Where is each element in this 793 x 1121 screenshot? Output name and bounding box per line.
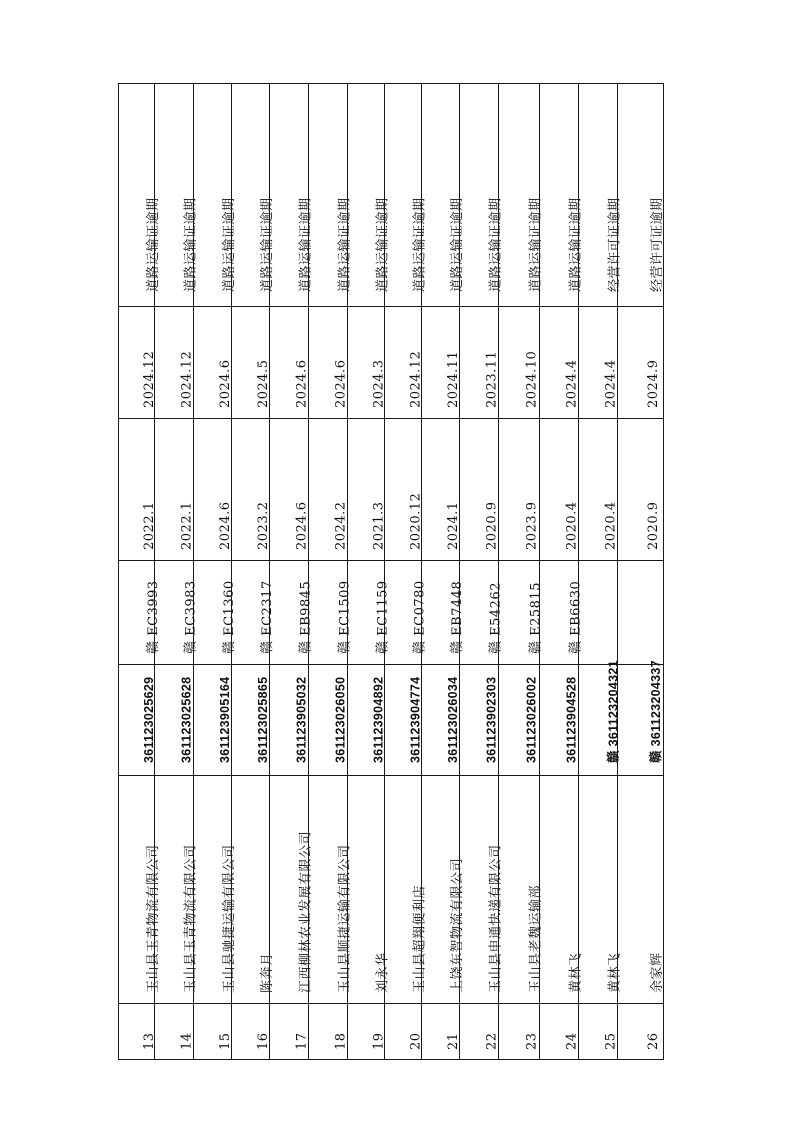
cell-reason bbox=[539, 83, 584, 306]
record-end: 2024.3 bbox=[371, 359, 387, 408]
record-reason: 经营许可证逾期 bbox=[649, 197, 665, 292]
cell-name bbox=[193, 775, 237, 1003]
cell-no bbox=[498, 1003, 539, 1060]
cell-code bbox=[154, 664, 193, 775]
cell-reason bbox=[118, 83, 161, 306]
record-plate: 赣 EB9845 bbox=[298, 580, 314, 654]
cell-end bbox=[617, 306, 663, 418]
cell-start bbox=[539, 418, 578, 560]
cell-code bbox=[384, 664, 421, 775]
cell-plate bbox=[578, 560, 617, 664]
record-plate: 赣 EC1159 bbox=[375, 580, 391, 654]
cell-reason bbox=[154, 83, 199, 306]
record-name: 刘永华 bbox=[375, 952, 391, 993]
cell-name bbox=[498, 775, 544, 1003]
record-plate: 赣 E25815 bbox=[528, 582, 544, 654]
cell-name bbox=[308, 775, 353, 1003]
cell-plate bbox=[154, 560, 199, 664]
cell-end bbox=[118, 306, 157, 418]
cell-end bbox=[231, 306, 269, 418]
cell-no bbox=[347, 1003, 387, 1060]
cell-name bbox=[384, 775, 428, 1003]
cell-plate bbox=[231, 560, 275, 664]
cell-code bbox=[421, 664, 459, 775]
record-start: 2020.9 bbox=[645, 501, 661, 550]
record-start: 2020.4 bbox=[603, 501, 619, 550]
record-reason: 道路运输证逾期 bbox=[375, 197, 391, 292]
record-start: 2020.12 bbox=[408, 492, 424, 550]
record-reason: 道路运输证逾期 bbox=[183, 197, 199, 292]
cell-end bbox=[459, 306, 498, 418]
record-start: 2023.9 bbox=[524, 501, 540, 550]
overdue-vehicle-table bbox=[118, 83, 663, 1060]
record-code: 361123025865 bbox=[255, 676, 270, 763]
record-end: 2024.6 bbox=[217, 359, 233, 408]
record-code: 赣 361123204321 bbox=[606, 660, 621, 763]
cell-start bbox=[578, 418, 617, 560]
cell-start bbox=[347, 418, 387, 560]
cell-reason bbox=[617, 83, 663, 306]
record-start: 2020.9 bbox=[484, 501, 500, 550]
row-number: 21 bbox=[445, 1032, 461, 1050]
row-number: 16 bbox=[255, 1032, 271, 1050]
cell-no bbox=[154, 1003, 193, 1060]
cell-reason bbox=[231, 83, 275, 306]
row-number: 14 bbox=[179, 1032, 195, 1050]
cell-code bbox=[118, 664, 154, 775]
record-reason: 经营许可证逾期 bbox=[607, 197, 623, 292]
cell-name bbox=[231, 775, 275, 1003]
cell-no bbox=[269, 1003, 308, 1060]
cell-name bbox=[539, 775, 584, 1003]
record-name: 玉山县玉青物流有限公司 bbox=[183, 844, 199, 993]
cell-plate bbox=[539, 560, 584, 664]
cell-start bbox=[269, 418, 308, 560]
record-end: 2023.11 bbox=[484, 350, 500, 408]
record-name: 上饶东智物流有限公司 bbox=[449, 857, 465, 993]
row-number: 17 bbox=[294, 1032, 310, 1050]
cell-end bbox=[578, 306, 617, 418]
row-number: 18 bbox=[333, 1032, 349, 1050]
row-number: 13 bbox=[141, 1032, 157, 1050]
row-number: 15 bbox=[217, 1032, 233, 1050]
cell-no bbox=[617, 1003, 663, 1060]
row-number: 20 bbox=[408, 1032, 424, 1050]
cell-name bbox=[269, 775, 314, 1003]
cell-name bbox=[459, 775, 504, 1003]
cell-end bbox=[154, 306, 193, 418]
cell-no bbox=[421, 1003, 459, 1060]
record-reason: 道路运输证逾期 bbox=[298, 197, 314, 292]
record-end: 2024.4 bbox=[603, 359, 619, 408]
cell-code bbox=[347, 664, 384, 775]
row-number: 19 bbox=[371, 1032, 387, 1050]
cell-no bbox=[193, 1003, 231, 1060]
cell-plate bbox=[617, 560, 663, 664]
record-code: 361123905164 bbox=[217, 676, 232, 763]
record-start: 2020.4 bbox=[564, 501, 580, 550]
record-reason: 道路运输证逾期 bbox=[449, 197, 465, 292]
record-code: 361123026002 bbox=[524, 676, 539, 763]
cell-no bbox=[231, 1003, 269, 1060]
record-name: 玉山县老魏运输部 bbox=[528, 884, 544, 993]
cell-end bbox=[498, 306, 539, 418]
record-end: 2024.4 bbox=[564, 359, 580, 408]
row-number: 22 bbox=[484, 1032, 500, 1050]
cell-reason bbox=[498, 83, 544, 306]
record-code: 361123904892 bbox=[371, 676, 386, 763]
cell-start bbox=[154, 418, 193, 560]
record-end: 2024.5 bbox=[255, 359, 271, 408]
record-name: 黄林飞 bbox=[607, 952, 623, 993]
record-plate: 赣 EC2317 bbox=[259, 580, 275, 654]
cell-reason bbox=[384, 83, 428, 306]
cell-start bbox=[118, 418, 157, 560]
row-number: 25 bbox=[603, 1032, 619, 1050]
record-end: 2024.9 bbox=[645, 359, 661, 408]
record-end: 2024.6 bbox=[333, 359, 349, 408]
record-name: 陈奔月 bbox=[259, 952, 275, 993]
record-plate: 赣 EC3993 bbox=[145, 580, 161, 654]
cell-reason bbox=[578, 83, 623, 306]
record-plate: 赣 EC1509 bbox=[337, 580, 353, 654]
record-code: 361123904528 bbox=[564, 676, 579, 763]
cell-code bbox=[498, 664, 539, 775]
cell-plate bbox=[308, 560, 353, 664]
row-number: 23 bbox=[524, 1032, 540, 1050]
record-plate: 赣 EB6630 bbox=[568, 580, 584, 654]
cell-no bbox=[118, 1003, 157, 1060]
cell-plate bbox=[384, 560, 428, 664]
record-reason: 道路运输证逾期 bbox=[568, 197, 584, 292]
cell-start bbox=[193, 418, 231, 560]
cell-reason bbox=[308, 83, 353, 306]
cell-no bbox=[578, 1003, 617, 1060]
cell-end bbox=[421, 306, 459, 418]
cell-start bbox=[421, 418, 459, 560]
cell-plate bbox=[193, 560, 237, 664]
record-plate: 赣 EC1360 bbox=[221, 580, 237, 654]
cell-end bbox=[193, 306, 231, 418]
record-name: 玉山县超翔便利店 bbox=[412, 884, 428, 993]
cell-plate bbox=[269, 560, 314, 664]
cell-code bbox=[617, 660, 663, 775]
cell-end bbox=[384, 306, 424, 418]
row-number: 26 bbox=[645, 1032, 661, 1050]
cell-no bbox=[539, 1003, 578, 1060]
record-reason: 道路运输证逾期 bbox=[145, 197, 161, 292]
cell-name bbox=[578, 775, 623, 1003]
record-end: 2024.6 bbox=[294, 359, 310, 408]
record-plate: 赣 EB7448 bbox=[449, 580, 465, 654]
record-start: 2022.1 bbox=[141, 501, 157, 550]
cell-reason bbox=[459, 83, 504, 306]
cell-start bbox=[498, 418, 539, 560]
cell-code bbox=[308, 664, 347, 775]
record-end: 2024.12 bbox=[179, 350, 195, 408]
record-reason: 道路运输证逾期 bbox=[528, 197, 544, 292]
cell-plate bbox=[421, 560, 465, 664]
record-start: 2021.3 bbox=[371, 501, 387, 550]
record-plate: 赣 EC3983 bbox=[183, 580, 199, 654]
record-name: 余家辉 bbox=[649, 952, 665, 993]
record-name: 玉山县驰捷运输有限公司 bbox=[221, 844, 237, 993]
cell-code bbox=[459, 664, 498, 775]
cell-name bbox=[617, 775, 663, 1003]
record-name: 黄林飞 bbox=[568, 952, 584, 993]
cell-plate bbox=[118, 560, 161, 664]
record-start: 2022.1 bbox=[179, 501, 195, 550]
record-reason: 道路运输证逾期 bbox=[221, 197, 237, 292]
record-code: 361123025628 bbox=[179, 676, 194, 763]
cell-code bbox=[269, 664, 308, 775]
cell-no bbox=[384, 1003, 424, 1060]
record-code: 361123902303 bbox=[484, 676, 499, 763]
cell-code bbox=[539, 664, 578, 775]
cell-start bbox=[617, 418, 663, 560]
record-start: 2024.6 bbox=[294, 501, 310, 550]
record-code: 361123904774 bbox=[408, 676, 423, 763]
record-start: 2024.6 bbox=[217, 501, 233, 550]
record-plate: 赣 EC0780 bbox=[412, 580, 428, 654]
record-name: 玉山县顺捷运输有限公司 bbox=[337, 844, 353, 993]
cell-end bbox=[269, 306, 308, 418]
cell-reason bbox=[347, 83, 391, 306]
record-code: 361123026050 bbox=[333, 676, 348, 763]
cell-name bbox=[118, 775, 161, 1003]
cell-no bbox=[459, 1003, 498, 1060]
record-code: 361123026034 bbox=[445, 676, 460, 763]
record-start: 2024.1 bbox=[445, 501, 461, 550]
record-code: 361123905032 bbox=[294, 676, 309, 763]
cell-name bbox=[154, 775, 199, 1003]
record-reason: 道路运输证逾期 bbox=[337, 197, 353, 292]
row-number: 24 bbox=[564, 1032, 580, 1050]
record-start: 2024.2 bbox=[333, 501, 349, 550]
cell-end bbox=[539, 306, 578, 418]
cell-end bbox=[347, 306, 387, 418]
record-end: 2024.12 bbox=[141, 350, 157, 408]
record-name: 玉山县申通快递有限公司 bbox=[488, 844, 504, 993]
record-end: 2024.11 bbox=[445, 350, 461, 408]
cell-code bbox=[231, 664, 269, 775]
record-name: 玉山县玉青物流有限公司 bbox=[145, 844, 161, 993]
record-reason: 道路运输证逾期 bbox=[259, 197, 275, 292]
cell-reason bbox=[421, 83, 465, 306]
record-code: 赣 361123204337 bbox=[648, 660, 663, 763]
record-code: 361123025629 bbox=[141, 676, 156, 763]
record-name: 江西柳林农业发展有限公司 bbox=[298, 830, 314, 993]
cell-start bbox=[231, 418, 269, 560]
cell-start bbox=[308, 418, 347, 560]
cell-plate bbox=[498, 560, 544, 664]
cell-reason bbox=[193, 83, 237, 306]
cell-code bbox=[193, 664, 231, 775]
record-plate: 赣 E54262 bbox=[488, 582, 504, 654]
record-reason: 道路运输证逾期 bbox=[412, 197, 428, 292]
cell-end bbox=[308, 306, 347, 418]
record-reason: 道路运输证逾期 bbox=[488, 197, 504, 292]
cell-start bbox=[384, 418, 424, 560]
cell-code bbox=[578, 660, 621, 775]
cell-name bbox=[421, 775, 465, 1003]
record-start: 2023.2 bbox=[255, 501, 271, 550]
record-end: 2024.12 bbox=[408, 350, 424, 408]
cell-plate bbox=[459, 560, 504, 664]
cell-start bbox=[459, 418, 498, 560]
record-end: 2024.10 bbox=[524, 350, 540, 408]
cell-no bbox=[308, 1003, 347, 1060]
cell-name bbox=[347, 775, 391, 1003]
cell-plate bbox=[347, 560, 391, 664]
cell-reason bbox=[269, 83, 314, 306]
